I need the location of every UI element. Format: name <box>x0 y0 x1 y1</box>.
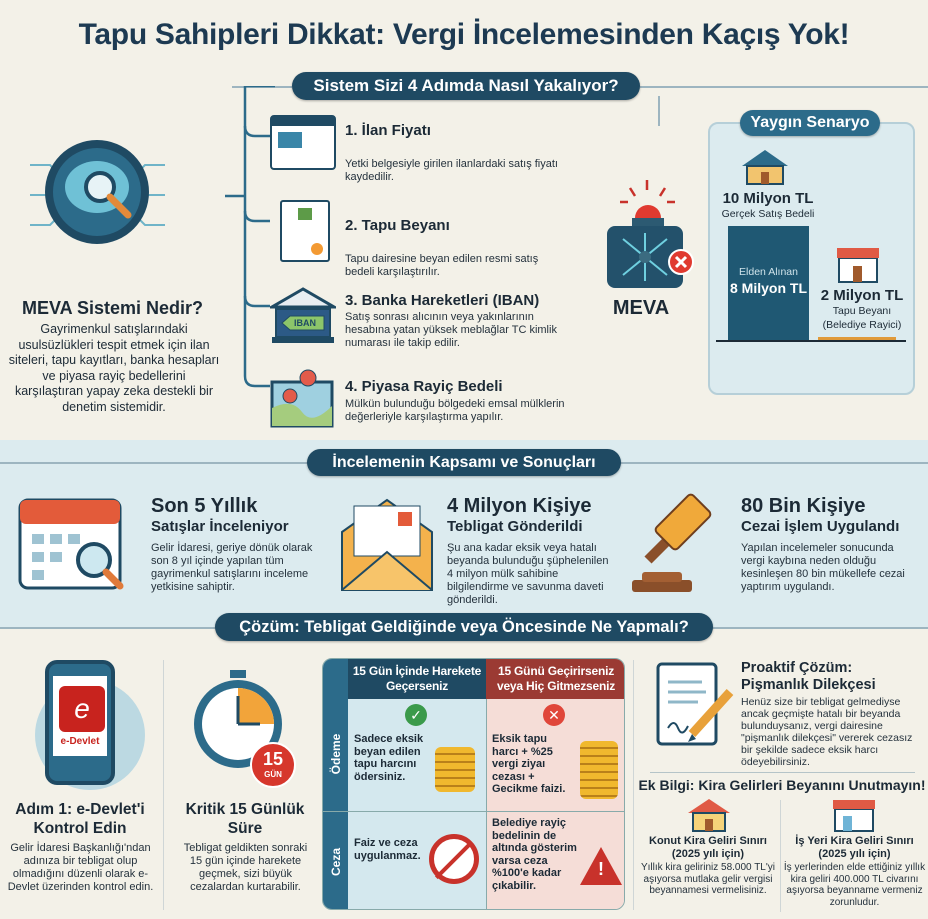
step1-text: Gelir İdaresi Başkanlığı'ndan adınıza bir tebligat olup olmadığını düzenli olarak e-Devlet üzerinden kontrol edin. <box>7 842 154 893</box>
scope-subheadline: Cezai İşlem Uygulandı <box>741 518 900 535</box>
proactive-subtitle: Pişmanlık Dilekçesi <box>741 677 876 693</box>
residential-limit-title: Konut Kira Geliri Sınırı <box>649 835 767 847</box>
map-pin-icon <box>270 368 334 428</box>
gavel-icon <box>628 490 728 595</box>
declared-label: Tapu Beyanı <box>832 305 892 317</box>
cell-on-time-payment: Sadece eksik beyan edilen tapu harcını ödersiniz. <box>354 733 424 783</box>
step-text: Mülkün bulunduğu bölgedeki emsal mülklerin değerleriyle karşılaştırma yapılır. <box>345 398 565 423</box>
meva-description: Gayrimenkul satışlarındaki usulsüzlükleri tespit etmek için ilan siteleri, tapu kayıtları, banka hesapları ve piyasa rayiç bedellerini karşılaştıran yapay zeka destekli bir denetim sistemidir. <box>8 322 220 414</box>
edevlet-logo-text: e-Devlet <box>60 736 100 747</box>
step-text: Satış sonrası alıcının veya yakınlarının hesabına yatan yüksek meblağlar TC kimlik numarası ile takip edilir. <box>345 311 557 349</box>
divider <box>633 660 634 910</box>
comparison-table <box>322 658 625 910</box>
baseline <box>716 340 906 342</box>
meva-label: MEVA <box>612 297 670 319</box>
declared-sublabel: (Belediye Rayici) <box>822 319 902 331</box>
divider <box>780 800 781 912</box>
meva-heading: MEVA Sistemi Nedir? <box>21 298 204 318</box>
no-penalty-icon <box>429 834 479 884</box>
warning-icon: ! <box>580 847 622 885</box>
cash-value: 8 Milyon TL <box>730 280 807 296</box>
step1-title: Adım 1: e-Devlet'i Kontrol Edin <box>15 801 145 837</box>
cash-label: Elden Alınan <box>739 266 798 278</box>
15-day-badge <box>250 742 296 788</box>
scope-text: Yapılan incelemeler sonucunda vergi kaybına neden olduğu kesinleşen 80 bin mükellefe cezai yaptırım uygulandı. <box>741 542 905 593</box>
scope-text: Gelir İdaresi, geriye dönük olarak son 8 yıl içinde yapılan tüm gayrimenkul satışlarını inceleme yetkisine sahiptir. <box>151 542 313 593</box>
row-divider <box>323 811 625 812</box>
phone-edevlet-icon <box>45 660 115 785</box>
edevlet-logo-mark: e <box>59 686 105 732</box>
scope-headline: 4 Milyon Kişiye <box>447 495 592 517</box>
step-text: Tapu dairesine beyan edilen resmi satış bedeli karşılaştırılır. <box>345 253 539 278</box>
coins-icon <box>435 747 475 792</box>
brain-search-icon <box>30 125 165 260</box>
commercial-limit-year: (2025 yılı için) <box>818 848 891 860</box>
total-value: 10 Milyon TL <box>722 190 814 207</box>
row-label-payment: Ödeme <box>329 733 343 775</box>
scenario-pill: Yaygın Senaryo <box>740 110 880 136</box>
check-icon: ✓ <box>405 704 427 726</box>
coins-stack-icon <box>580 741 618 799</box>
total-label: Gerçek Satış Bedeli <box>721 208 815 220</box>
step2-text: Tebligat geldikten sonraki 15 gün içinde harekete geçmek, sizi büyük cezalardan kurtarabilir. <box>183 842 308 893</box>
cell-late-payment: Eksik tapu harcı + %25 vergi ziyaı cezası + Gecikme faizi. <box>492 733 566 795</box>
iban-label: IBAN <box>294 318 316 328</box>
scope-subheadline: Satışlar İnceleniyor <box>151 518 289 535</box>
commercial-limit <box>783 835 926 908</box>
declared-value: 2 Milyon TL <box>820 287 904 304</box>
cell-on-time-penalty: Faiz ve ceza uygulanmaz. <box>354 837 421 862</box>
browser-listing-icon <box>270 115 336 170</box>
residential-limit-text: Yıllık kira geliriniz 58.000 TL'yi aşıyorsa mutlaka gelir vergisi beyannamesi vermelisiniz. <box>640 862 775 896</box>
col-header-on-time: 15 Gün İçinde Harekete Geçerseniz <box>348 659 486 699</box>
scope-text: Şu ana kadar eksik veya hatalı beyanda bulunduğu şüphelenilen 4 milyon mülk sahibine bilgilendirme ve savunma daveti gönderildi. <box>447 542 609 606</box>
residential-limit-year: (2025 yılı için) <box>671 848 745 860</box>
col-header-late: 15 Günü Geçirirseniz veya Hiç Gitmezseniz <box>486 659 625 699</box>
step-title: 3. Banka Hareketleri (IBAN) <box>345 292 540 309</box>
commercial-limit-title: İş Yeri Kira Geliri Sınırı <box>795 835 914 847</box>
divider <box>658 96 660 126</box>
badge-number: 15 <box>262 749 284 769</box>
shop-icon <box>835 244 881 284</box>
divider <box>163 660 164 910</box>
declared-bar <box>818 337 896 340</box>
bank-iban-icon <box>270 287 336 345</box>
petition-pen-icon <box>650 660 735 752</box>
envelope-letter-icon <box>340 492 435 592</box>
row-label-penalty: Ceza <box>329 848 343 877</box>
cell-late-penalty: Belediye rayiç bedelinin de altında gösterim varsa ceza %100'e kadar çıkabilir. <box>492 817 577 892</box>
deed-document-icon <box>280 200 330 262</box>
scope-headline: 80 Bin Kişiye <box>741 495 866 517</box>
proactive-text: Henüz size bir tebligat gelmediyse ancak geçmişte hatalı bir beyanda bulunduysanız, vergi dairesine "pişmanlık dilekçesi" vererek cezasız bir şekilde sadece eksik harcı ödeyebilirsiniz. <box>741 696 913 768</box>
house-icon <box>686 797 732 833</box>
section-pill-steps: Sistem Sizi 4 Adımda Nasıl Yakalıyor? <box>292 72 640 100</box>
page-title: Tapu Sahipleri Dikkat: Vergi İncelemesinden Kaçış Yok! <box>78 18 850 51</box>
step-title: 4. Piyasa Rayiç Bedeli <box>345 378 503 395</box>
step-text: Yetki belgesiyle girilen ilanlardaki satış fiyatı kaydedilir. <box>345 158 558 183</box>
calendar-magnifier-icon <box>18 492 138 592</box>
section-pill-solution: Çözüm: Tebligat Geldiğinde veya Öncesinde Ne Yapmalı? <box>215 613 713 641</box>
divider <box>640 86 928 88</box>
step-title: 2. Tapu Beyanı <box>345 217 450 234</box>
flow-connector <box>225 86 275 396</box>
badge-unit: GÜN <box>264 770 282 779</box>
proactive-title: Proaktif Çözüm: <box>741 660 853 676</box>
cross-icon: ✕ <box>543 704 565 726</box>
extra-info-title: Ek Bilgi: Kira Gelirleri Beyanını Unutmayın! <box>638 777 926 793</box>
section-pill-scope: İncelemenin Kapsamı ve Sonuçları <box>307 449 621 476</box>
step-title: 1. İlan Fiyatı <box>345 122 431 139</box>
commercial-limit-text: İş yerlerinden elde ettiğiniz yıllık kira geliri 400.000 TL civarını aşıyorsa beyanname vermeniz zorunludur. <box>783 862 926 908</box>
divider <box>650 772 915 773</box>
scope-headline: Son 5 Yıllık <box>151 495 258 517</box>
scope-subheadline: Tebligat Gönderildi <box>447 518 583 535</box>
residential-limit <box>637 835 779 897</box>
house-icon <box>740 148 790 186</box>
shop-icon <box>831 797 877 833</box>
step2-title: Kritik 15 Günlük Süre <box>185 801 305 837</box>
meva-alarm-icon <box>605 180 695 300</box>
